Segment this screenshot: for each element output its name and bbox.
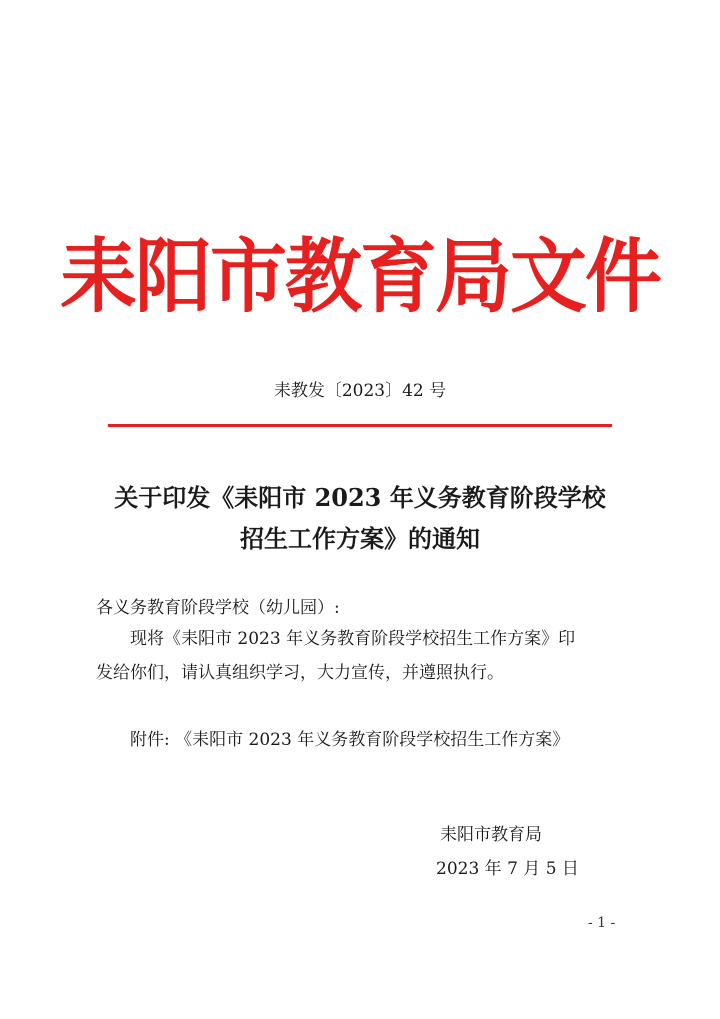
- signature-date: 2023 年 7 月 5 日: [436, 859, 579, 879]
- page-number: - 1 -: [588, 915, 616, 931]
- body-paragraph-line-2: 发给你们，请认真组织学习，大力宣传，并遵照执行。: [96, 663, 504, 683]
- attachment-note: 附件: 《耒阳市 2023 年义务教育阶段学校招生工作方案》: [130, 730, 570, 750]
- notice-title-line-2: 招生工作方案》的通知: [240, 524, 480, 553]
- document-number: 耒教发〔2023〕42 号: [273, 381, 447, 401]
- salutation: 各义务教育阶段学校（幼儿园）:: [96, 598, 340, 618]
- red-divider-rule: [108, 424, 612, 427]
- body-paragraph-line-1: 现将《耒阳市 2023 年义务教育阶段学校招生工作方案》印: [130, 629, 576, 649]
- issuing-authority-header: 耒阳市教育局文件: [60, 229, 660, 325]
- notice-title-line-1: 关于印发《耒阳市 2023 年义务教育阶段学校: [114, 483, 606, 512]
- signature-organization: 耒阳市教育局: [440, 825, 542, 845]
